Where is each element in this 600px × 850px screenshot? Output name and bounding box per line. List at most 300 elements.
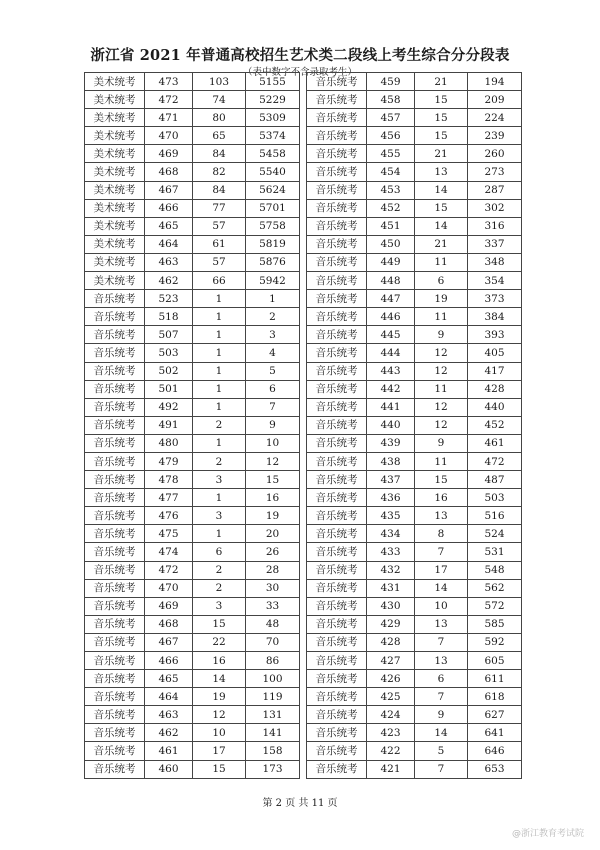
count-cell: 15 (415, 471, 468, 489)
score-cell: 463 (145, 253, 193, 271)
table-row (85, 597, 300, 615)
cumulative-cell: 173 (246, 760, 300, 778)
count-cell: 12 (415, 344, 468, 362)
table-row (307, 633, 522, 651)
score-cell: 460 (145, 760, 193, 778)
cumulative-cell: 548 (468, 561, 522, 579)
count-cell: 19 (193, 688, 246, 706)
page-title: 浙江省 2021 年普通高校招生艺术类二段线上考生综合分分段表 (90, 47, 510, 64)
score-cell: 518 (145, 308, 193, 326)
table-row (307, 91, 522, 109)
table-row (307, 109, 522, 127)
cumulative-cell: 16 (246, 489, 300, 507)
table-row (307, 652, 522, 670)
count-cell: 1 (193, 489, 246, 507)
category-cell: 音乐统考 (307, 127, 367, 145)
category-cell: 音乐统考 (85, 471, 145, 489)
cumulative-cell: 354 (468, 272, 522, 290)
category-cell: 音乐统考 (85, 652, 145, 670)
category-cell: 音乐统考 (85, 670, 145, 688)
cumulative-cell: 86 (246, 652, 300, 670)
count-cell: 84 (193, 181, 246, 199)
count-cell: 1 (193, 380, 246, 398)
category-cell: 美术统考 (85, 127, 145, 145)
category-cell: 音乐统考 (85, 362, 145, 380)
score-cell: 459 (367, 73, 415, 91)
count-cell: 65 (193, 127, 246, 145)
table-row (85, 199, 300, 217)
count-cell: 6 (415, 272, 468, 290)
count-cell: 84 (193, 145, 246, 163)
page-footer: 第 2 页 共 11 页 (262, 798, 338, 809)
score-cell: 461 (145, 742, 193, 760)
score-cell: 422 (367, 742, 415, 760)
table-row (85, 652, 300, 670)
count-cell: 21 (415, 235, 468, 253)
table-row (307, 235, 522, 253)
count-cell: 9 (415, 326, 468, 344)
category-cell: 音乐统考 (307, 398, 367, 416)
count-cell: 7 (415, 760, 468, 778)
cumulative-cell: 10 (246, 434, 300, 452)
table-row (307, 344, 522, 362)
score-cell: 436 (367, 489, 415, 507)
score-cell: 503 (145, 344, 193, 362)
category-cell: 音乐统考 (307, 579, 367, 597)
score-cell: 453 (367, 181, 415, 199)
table-row (307, 398, 522, 416)
score-cell: 424 (367, 706, 415, 724)
category-cell: 音乐统考 (85, 615, 145, 633)
score-cell: 450 (367, 235, 415, 253)
category-cell: 音乐统考 (307, 344, 367, 362)
score-cell: 432 (367, 561, 415, 579)
cumulative-cell: 5309 (246, 109, 300, 127)
category-cell: 音乐统考 (85, 543, 145, 561)
count-cell: 11 (415, 253, 468, 271)
count-cell: 7 (415, 688, 468, 706)
cumulative-cell: 302 (468, 199, 522, 217)
score-cell: 480 (145, 434, 193, 452)
cumulative-cell: 472 (468, 452, 522, 470)
category-cell: 音乐统考 (85, 308, 145, 326)
count-cell: 8 (415, 525, 468, 543)
cumulative-cell: 12 (246, 452, 300, 470)
score-cell: 463 (145, 706, 193, 724)
score-cell: 468 (145, 163, 193, 181)
cumulative-cell: 585 (468, 615, 522, 633)
score-cell: 437 (367, 471, 415, 489)
category-cell: 美术统考 (85, 163, 145, 181)
category-cell: 音乐统考 (85, 398, 145, 416)
score-cell: 466 (145, 199, 193, 217)
count-cell: 77 (193, 199, 246, 217)
count-cell: 14 (415, 181, 468, 199)
score-cell: 466 (145, 652, 193, 670)
table-row (307, 742, 522, 760)
score-cell: 462 (145, 272, 193, 290)
score-cell: 427 (367, 652, 415, 670)
category-cell: 音乐统考 (307, 290, 367, 308)
cumulative-cell: 224 (468, 109, 522, 127)
category-cell: 美术统考 (85, 91, 145, 109)
cumulative-cell: 5758 (246, 217, 300, 235)
table-row (307, 507, 522, 525)
count-cell: 61 (193, 235, 246, 253)
score-table-left (84, 72, 300, 779)
table-row (307, 362, 522, 380)
score-cell: 464 (145, 235, 193, 253)
cumulative-cell: 5624 (246, 181, 300, 199)
category-cell: 音乐统考 (307, 452, 367, 470)
table-row (85, 489, 300, 507)
score-cell: 470 (145, 579, 193, 597)
cumulative-cell: 461 (468, 434, 522, 452)
score-cell: 428 (367, 633, 415, 651)
cumulative-cell: 141 (246, 724, 300, 742)
cumulative-cell: 373 (468, 290, 522, 308)
cumulative-cell: 5229 (246, 91, 300, 109)
count-cell: 1 (193, 398, 246, 416)
table-row (307, 380, 522, 398)
count-cell: 57 (193, 217, 246, 235)
table-row (85, 326, 300, 344)
score-cell: 468 (145, 615, 193, 633)
cumulative-cell: 646 (468, 742, 522, 760)
cumulative-cell: 5942 (246, 272, 300, 290)
count-cell: 2 (193, 416, 246, 434)
cumulative-cell: 503 (468, 489, 522, 507)
cumulative-cell: 5540 (246, 163, 300, 181)
cumulative-cell: 653 (468, 760, 522, 778)
category-cell: 音乐统考 (307, 471, 367, 489)
table-row (85, 308, 300, 326)
table-row (307, 525, 522, 543)
category-cell: 美术统考 (85, 109, 145, 127)
score-cell: 471 (145, 109, 193, 127)
category-cell: 音乐统考 (307, 561, 367, 579)
score-cell: 470 (145, 127, 193, 145)
cumulative-cell: 194 (468, 73, 522, 91)
category-cell: 音乐统考 (85, 742, 145, 760)
cumulative-cell: 273 (468, 163, 522, 181)
category-cell: 音乐统考 (307, 145, 367, 163)
score-table-right (306, 72, 522, 779)
score-cell: 448 (367, 272, 415, 290)
cumulative-cell: 20 (246, 525, 300, 543)
table-row (85, 362, 300, 380)
count-cell: 1 (193, 290, 246, 308)
table-row (85, 253, 300, 271)
table-row (85, 109, 300, 127)
cumulative-cell: 5374 (246, 127, 300, 145)
score-cell: 456 (367, 127, 415, 145)
cumulative-cell: 5 (246, 362, 300, 380)
page-subtitle: （表中数字不含录取考生） (242, 67, 357, 78)
count-cell: 3 (193, 597, 246, 615)
score-cell: 423 (367, 724, 415, 742)
table-row (307, 434, 522, 452)
table-row (85, 73, 300, 91)
table-row (85, 471, 300, 489)
score-cell: 438 (367, 452, 415, 470)
count-cell: 3 (193, 507, 246, 525)
category-cell: 音乐统考 (85, 434, 145, 452)
category-cell: 音乐统考 (307, 199, 367, 217)
score-cell: 451 (367, 217, 415, 235)
count-cell: 21 (415, 73, 468, 91)
cumulative-cell: 9 (246, 416, 300, 434)
score-cell: 425 (367, 688, 415, 706)
score-cell: 469 (145, 597, 193, 615)
category-cell: 音乐统考 (85, 380, 145, 398)
score-cell: 449 (367, 253, 415, 271)
score-cell: 455 (367, 145, 415, 163)
table-row (85, 272, 300, 290)
cumulative-cell: 562 (468, 579, 522, 597)
cumulative-cell: 100 (246, 670, 300, 688)
table-row (307, 597, 522, 615)
score-cell: 431 (367, 579, 415, 597)
cumulative-cell: 3 (246, 326, 300, 344)
category-cell: 音乐统考 (307, 181, 367, 199)
count-cell: 80 (193, 109, 246, 127)
category-cell: 音乐统考 (307, 525, 367, 543)
score-cell: 426 (367, 670, 415, 688)
cumulative-cell: 627 (468, 706, 522, 724)
category-cell: 音乐统考 (85, 489, 145, 507)
category-cell: 音乐统考 (307, 109, 367, 127)
count-cell: 13 (415, 507, 468, 525)
table-row (85, 181, 300, 199)
cumulative-cell: 428 (468, 380, 522, 398)
score-cell: 440 (367, 416, 415, 434)
score-cell: 465 (145, 217, 193, 235)
cumulative-cell: 440 (468, 398, 522, 416)
table-row (85, 434, 300, 452)
cumulative-cell: 348 (468, 253, 522, 271)
cumulative-cell: 531 (468, 543, 522, 561)
score-cell: 442 (367, 380, 415, 398)
watermark: @浙江教育考试院 (511, 829, 584, 839)
score-cell: 434 (367, 525, 415, 543)
cumulative-cell: 592 (468, 633, 522, 651)
table-row (307, 615, 522, 633)
cumulative-cell: 452 (468, 416, 522, 434)
score-cell: 472 (145, 91, 193, 109)
count-cell: 16 (193, 652, 246, 670)
count-cell: 15 (415, 109, 468, 127)
cumulative-cell: 337 (468, 235, 522, 253)
cumulative-cell: 5876 (246, 253, 300, 271)
cumulative-cell: 30 (246, 579, 300, 597)
count-cell: 14 (415, 724, 468, 742)
cumulative-cell: 158 (246, 742, 300, 760)
table-row (85, 742, 300, 760)
cumulative-cell: 6 (246, 380, 300, 398)
cumulative-cell: 572 (468, 597, 522, 615)
count-cell: 15 (415, 127, 468, 145)
table-row (85, 525, 300, 543)
cumulative-cell: 384 (468, 308, 522, 326)
category-cell: 音乐统考 (307, 235, 367, 253)
score-cell: 430 (367, 597, 415, 615)
score-cell: 492 (145, 398, 193, 416)
table-row (307, 326, 522, 344)
cumulative-cell: 605 (468, 652, 522, 670)
category-cell: 美术统考 (85, 145, 145, 163)
score-cell: 469 (145, 145, 193, 163)
score-cell: 421 (367, 760, 415, 778)
category-cell: 音乐统考 (85, 760, 145, 778)
table-row (307, 706, 522, 724)
table-row (85, 145, 300, 163)
count-cell: 10 (415, 597, 468, 615)
count-cell: 12 (415, 398, 468, 416)
cumulative-cell: 405 (468, 344, 522, 362)
cumulative-cell: 131 (246, 706, 300, 724)
table-row (85, 688, 300, 706)
score-cell: 478 (145, 471, 193, 489)
category-cell: 音乐统考 (307, 597, 367, 615)
category-cell: 音乐统考 (307, 217, 367, 235)
count-cell: 6 (193, 543, 246, 561)
category-cell: 音乐统考 (85, 633, 145, 651)
score-cell: 452 (367, 199, 415, 217)
category-cell: 音乐统考 (85, 561, 145, 579)
category-cell: 音乐统考 (307, 362, 367, 380)
count-cell: 82 (193, 163, 246, 181)
count-cell: 21 (415, 145, 468, 163)
count-cell: 22 (193, 633, 246, 651)
table-row (307, 217, 522, 235)
cumulative-cell: 1 (246, 290, 300, 308)
table-row (85, 416, 300, 434)
score-cell: 479 (145, 452, 193, 470)
table-row (307, 561, 522, 579)
table-row (307, 760, 522, 778)
cumulative-cell: 28 (246, 561, 300, 579)
count-cell: 10 (193, 724, 246, 742)
count-cell: 13 (415, 163, 468, 181)
cumulative-cell: 26 (246, 543, 300, 561)
category-cell: 音乐统考 (307, 163, 367, 181)
category-cell: 音乐统考 (307, 742, 367, 760)
table-row (307, 199, 522, 217)
count-cell: 11 (415, 452, 468, 470)
category-cell: 音乐统考 (85, 597, 145, 615)
count-cell: 14 (415, 217, 468, 235)
table-row (307, 308, 522, 326)
cumulative-cell: 70 (246, 633, 300, 651)
score-cell: 474 (145, 543, 193, 561)
category-cell: 音乐统考 (85, 452, 145, 470)
count-cell: 15 (193, 760, 246, 778)
category-cell: 音乐统考 (85, 507, 145, 525)
count-cell: 13 (415, 615, 468, 633)
score-cell: 464 (145, 688, 193, 706)
cumulative-cell: 209 (468, 91, 522, 109)
count-cell: 16 (415, 489, 468, 507)
count-cell: 7 (415, 543, 468, 561)
count-cell: 12 (415, 416, 468, 434)
category-cell: 音乐统考 (307, 73, 367, 91)
count-cell: 1 (193, 362, 246, 380)
cumulative-cell: 2 (246, 308, 300, 326)
score-cell: 467 (145, 181, 193, 199)
count-cell: 66 (193, 272, 246, 290)
cumulative-cell: 48 (246, 615, 300, 633)
cumulative-cell: 287 (468, 181, 522, 199)
count-cell: 1 (193, 308, 246, 326)
table-row (85, 579, 300, 597)
cumulative-cell: 487 (468, 471, 522, 489)
score-cell: 502 (145, 362, 193, 380)
table-row (85, 507, 300, 525)
table-row (307, 73, 522, 91)
category-cell: 美术统考 (85, 253, 145, 271)
count-cell: 1 (193, 525, 246, 543)
category-cell: 美术统考 (85, 199, 145, 217)
cumulative-cell: 417 (468, 362, 522, 380)
cumulative-cell: 260 (468, 145, 522, 163)
count-cell: 5 (415, 742, 468, 760)
score-cell: 443 (367, 362, 415, 380)
count-cell: 2 (193, 452, 246, 470)
table-row (85, 670, 300, 688)
category-cell: 音乐统考 (85, 706, 145, 724)
table-row (85, 615, 300, 633)
count-cell: 15 (415, 91, 468, 109)
category-cell: 音乐统考 (307, 489, 367, 507)
table-row (85, 452, 300, 470)
count-cell: 3 (193, 471, 246, 489)
cumulative-cell: 5155 (246, 73, 300, 91)
table-row (85, 163, 300, 181)
score-cell: 447 (367, 290, 415, 308)
score-cell: 475 (145, 525, 193, 543)
count-cell: 1 (193, 434, 246, 452)
cumulative-cell: 5701 (246, 199, 300, 217)
cumulative-cell: 19 (246, 507, 300, 525)
count-cell: 103 (193, 73, 246, 91)
category-cell: 音乐统考 (307, 760, 367, 778)
count-cell: 19 (415, 290, 468, 308)
category-cell: 音乐统考 (307, 724, 367, 742)
score-cell: 444 (367, 344, 415, 362)
score-cell: 472 (145, 561, 193, 579)
table-row (307, 489, 522, 507)
cumulative-cell: 119 (246, 688, 300, 706)
cumulative-cell: 618 (468, 688, 522, 706)
cumulative-cell: 393 (468, 326, 522, 344)
category-cell: 音乐统考 (307, 253, 367, 271)
table-row (85, 380, 300, 398)
table-row (307, 471, 522, 489)
count-cell: 6 (415, 670, 468, 688)
count-cell: 2 (193, 579, 246, 597)
category-cell: 音乐统考 (85, 525, 145, 543)
table-row (307, 127, 522, 145)
category-cell: 音乐统考 (307, 633, 367, 651)
table-row (307, 688, 522, 706)
table-row (85, 290, 300, 308)
count-cell: 1 (193, 344, 246, 362)
table-row (307, 163, 522, 181)
table-row (85, 398, 300, 416)
cumulative-cell: 5458 (246, 145, 300, 163)
count-cell: 12 (415, 362, 468, 380)
